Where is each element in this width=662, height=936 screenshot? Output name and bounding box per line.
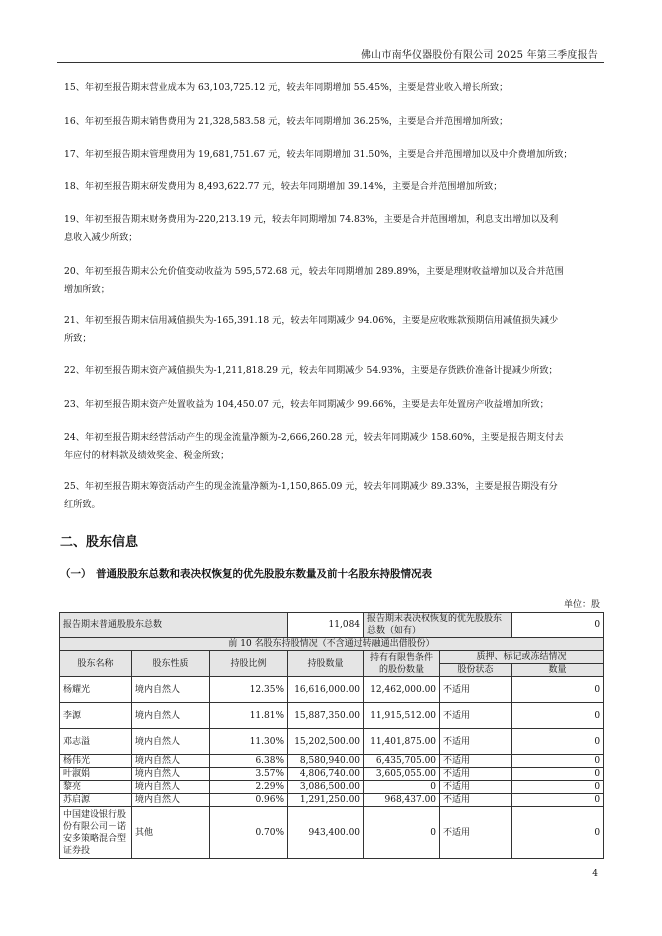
table-row [60, 794, 604, 807]
cell-qty: 0 [512, 807, 604, 859]
header-name: 股东名称 [60, 651, 132, 677]
cell-ratio: 2.29% [210, 781, 288, 794]
item-text: 20、年初至报告期末公允价值变动收益为 595,572.68 元，较去年同期增加 289.89%，主要是理财收益增加以及合并范围 [64, 266, 564, 277]
item-text-cont: 增加所致； [64, 284, 110, 295]
item-17 [64, 146, 594, 164]
summary-label-1: 报告期末普通股股东总数 [60, 613, 288, 638]
cell-restricted: 6,435,705.00 [364, 755, 440, 768]
cell-name: 苏启源 [60, 794, 132, 807]
item-20 [64, 263, 594, 299]
cell-status: 不适用 [440, 703, 512, 729]
cell-restricted: 0 [364, 781, 440, 794]
cell-restricted: 12,462,000.00 [364, 677, 440, 703]
cell-nature: 境内自然人 [132, 768, 210, 781]
cell-qty: 0 [512, 729, 604, 755]
subsection-text: 普通股股东总数和表决权恢复的优先股股东数量及前十名股东持股情况表 [96, 568, 432, 580]
table-row [60, 781, 604, 794]
cell-nature: 境内自然人 [132, 729, 210, 755]
page-number: 4 [592, 869, 598, 879]
header-nature: 股东性质 [132, 651, 210, 677]
caption-row [60, 638, 604, 651]
header-row [60, 651, 604, 664]
item-23 [64, 396, 594, 414]
cell-qty: 0 [512, 794, 604, 807]
cell-status: 不适用 [440, 807, 512, 859]
cell-name: 杨伟光 [60, 755, 132, 768]
table-row [60, 807, 604, 859]
table-row [60, 768, 604, 781]
cell-status: 不适用 [440, 794, 512, 807]
cell-status: 不适用 [440, 781, 512, 794]
top10-caption: 前 10 名股东持股情况（不含通过转融通出借股份） [60, 638, 604, 651]
cell-restricted: 11,915,512.00 [364, 703, 440, 729]
cell-nature: 境内自然人 [132, 703, 210, 729]
item-text: 15、年初至报告期末营业成本为 63,103,725.12 元，较去年同期增加 55.45%，主要是营业收入增长所致； [64, 82, 509, 93]
cell-nature: 境内自然人 [132, 781, 210, 794]
item-15 [64, 79, 594, 97]
item-text-cont: 年应付的材料款及绩效奖金、税金所致； [64, 450, 230, 461]
item-text: 17、年初至报告期末管理费用为 19,681,751.67 元，较去年同期增加 31.50%，主要是合并范围增加以及中介费增加所致； [64, 149, 573, 160]
item-text: 19、年初至报告期末财务费用为-220,213.19 元，较去年同期增加 74.83%，主要是合并范围增加，利息支出增加以及利 [64, 214, 559, 225]
cell-name: 邓志溢 [60, 729, 132, 755]
header-qty: 数量 [512, 664, 604, 677]
cell-count: 8,580,940.00 [288, 755, 364, 768]
cell-ratio: 0.96% [210, 794, 288, 807]
item-text: 18、年初至报告期末研发费用为 8,493,622.77 元，较去年同期增加 39.14%，主要是合并范围增加所致； [64, 181, 503, 192]
section-title: 二、股东信息 [60, 535, 139, 550]
cell-count: 15,202,500.00 [288, 729, 364, 755]
cell-nature: 境内自然人 [132, 794, 210, 807]
item-text: 23、年初至报告期末资产处置收益为 104,450.07 元，较去年同期减少 99.66%，主要是去年处置房产收益增加所致； [64, 399, 549, 410]
item-22 [64, 362, 594, 380]
cell-status: 不适用 [440, 677, 512, 703]
page-header-title: 佛山市南华仪器股份有限公司 2025 年第三季度报告 [360, 50, 598, 61]
item-text: 21、年初至报告期末信用减值损失为-165,391.18 元，较去年同期减少 94.06%，主要是应收账款预期信用减值损失减少 [64, 315, 559, 326]
item-16 [64, 113, 594, 131]
cell-count: 943,400.00 [288, 807, 364, 859]
cell-name: 杨耀光 [60, 677, 132, 703]
cell-qty: 0 [512, 781, 604, 794]
table-row [60, 729, 604, 755]
item-text-cont: 所致； [64, 333, 92, 344]
cell-ratio: 12.35% [210, 677, 288, 703]
shareholder-table [59, 612, 604, 859]
unit-label: 单位：股 [563, 600, 600, 610]
summary-value-2: 0 [512, 613, 604, 638]
cell-qty: 0 [512, 703, 604, 729]
cell-ratio: 11.30% [210, 729, 288, 755]
item-21 [64, 312, 594, 348]
cell-ratio: 0.70% [210, 807, 288, 859]
item-text-cont: 息收入减少所致； [64, 232, 138, 243]
cell-nature: 其他 [132, 807, 210, 859]
cell-name: 黎亮 [60, 781, 132, 794]
table-row [60, 755, 604, 768]
cell-name: 李源 [60, 703, 132, 729]
item-text-cont: 红所致。 [64, 499, 101, 510]
header-restricted: 持有有限售条件的股份数量 [364, 651, 440, 677]
cell-ratio: 3.57% [210, 768, 288, 781]
cell-restricted: 968,437.00 [364, 794, 440, 807]
cell-status: 不适用 [440, 755, 512, 768]
item-25 [64, 478, 594, 514]
cell-count: 16,616,000.00 [288, 677, 364, 703]
cell-restricted: 11,401,875.00 [364, 729, 440, 755]
cell-ratio: 6.38% [210, 755, 288, 768]
cell-qty: 0 [512, 768, 604, 781]
item-24 [64, 429, 594, 465]
cell-name: 叶淑娟 [60, 768, 132, 781]
cell-count: 1,291,250.00 [288, 794, 364, 807]
cell-count: 4,806,740.00 [288, 768, 364, 781]
cell-status: 不适用 [440, 768, 512, 781]
cell-qty: 0 [512, 677, 604, 703]
cell-nature: 境内自然人 [132, 755, 210, 768]
summary-row [60, 613, 604, 638]
cell-ratio: 11.81% [210, 703, 288, 729]
subsection-title [60, 566, 432, 581]
cell-nature: 境内自然人 [132, 677, 210, 703]
item-text: 22、年初至报告期末资产减值损失为-1,211,818.29 元，较去年同期减少 54.93%，主要是存货跌价准备计提减少所致； [64, 365, 558, 376]
table-row [60, 703, 604, 729]
cell-count: 15,887,350.00 [288, 703, 364, 729]
cell-status: 不适用 [440, 729, 512, 755]
cell-count: 3,086,500.00 [288, 781, 364, 794]
header-count: 持股数量 [288, 651, 364, 677]
table-row [60, 677, 604, 703]
header-ratio: 持股比例 [210, 651, 288, 677]
summary-value-1: 11,084 [288, 613, 364, 638]
cell-restricted: 3,605,055.00 [364, 768, 440, 781]
item-18 [64, 178, 594, 196]
item-19 [64, 211, 594, 247]
item-text: 16、年初至报告期末销售费用为 21,328,583.58 元，较去年同期增加 36.25%，主要是合并范围增加所致； [64, 116, 509, 127]
cell-name: 中国建设银行股份有限公司－诺安多策略混合型证券投 [60, 807, 132, 859]
header-divider [57, 62, 604, 63]
item-text: 24、年初至报告期末经营活动产生的现金流量净额为-2,666,260.28 元，较去年同期减少 158.60%，主要是报告期支付去 [64, 432, 564, 443]
cell-qty: 0 [512, 755, 604, 768]
header-status: 股份状态 [440, 664, 512, 677]
cell-restricted: 0 [364, 807, 440, 859]
summary-label-2: 报告期末表决权恢复的优先股股东总数（如有） [364, 613, 512, 638]
subsection-number: （一） [60, 568, 92, 580]
header-pledge: 质押、标记或冻结情况 [440, 651, 604, 664]
item-text: 25、年初至报告期末筹资活动产生的现金流量净额为-1,150,865.09 元，较去年同期减少 89.33%，主要是报告期没有分 [64, 481, 558, 492]
